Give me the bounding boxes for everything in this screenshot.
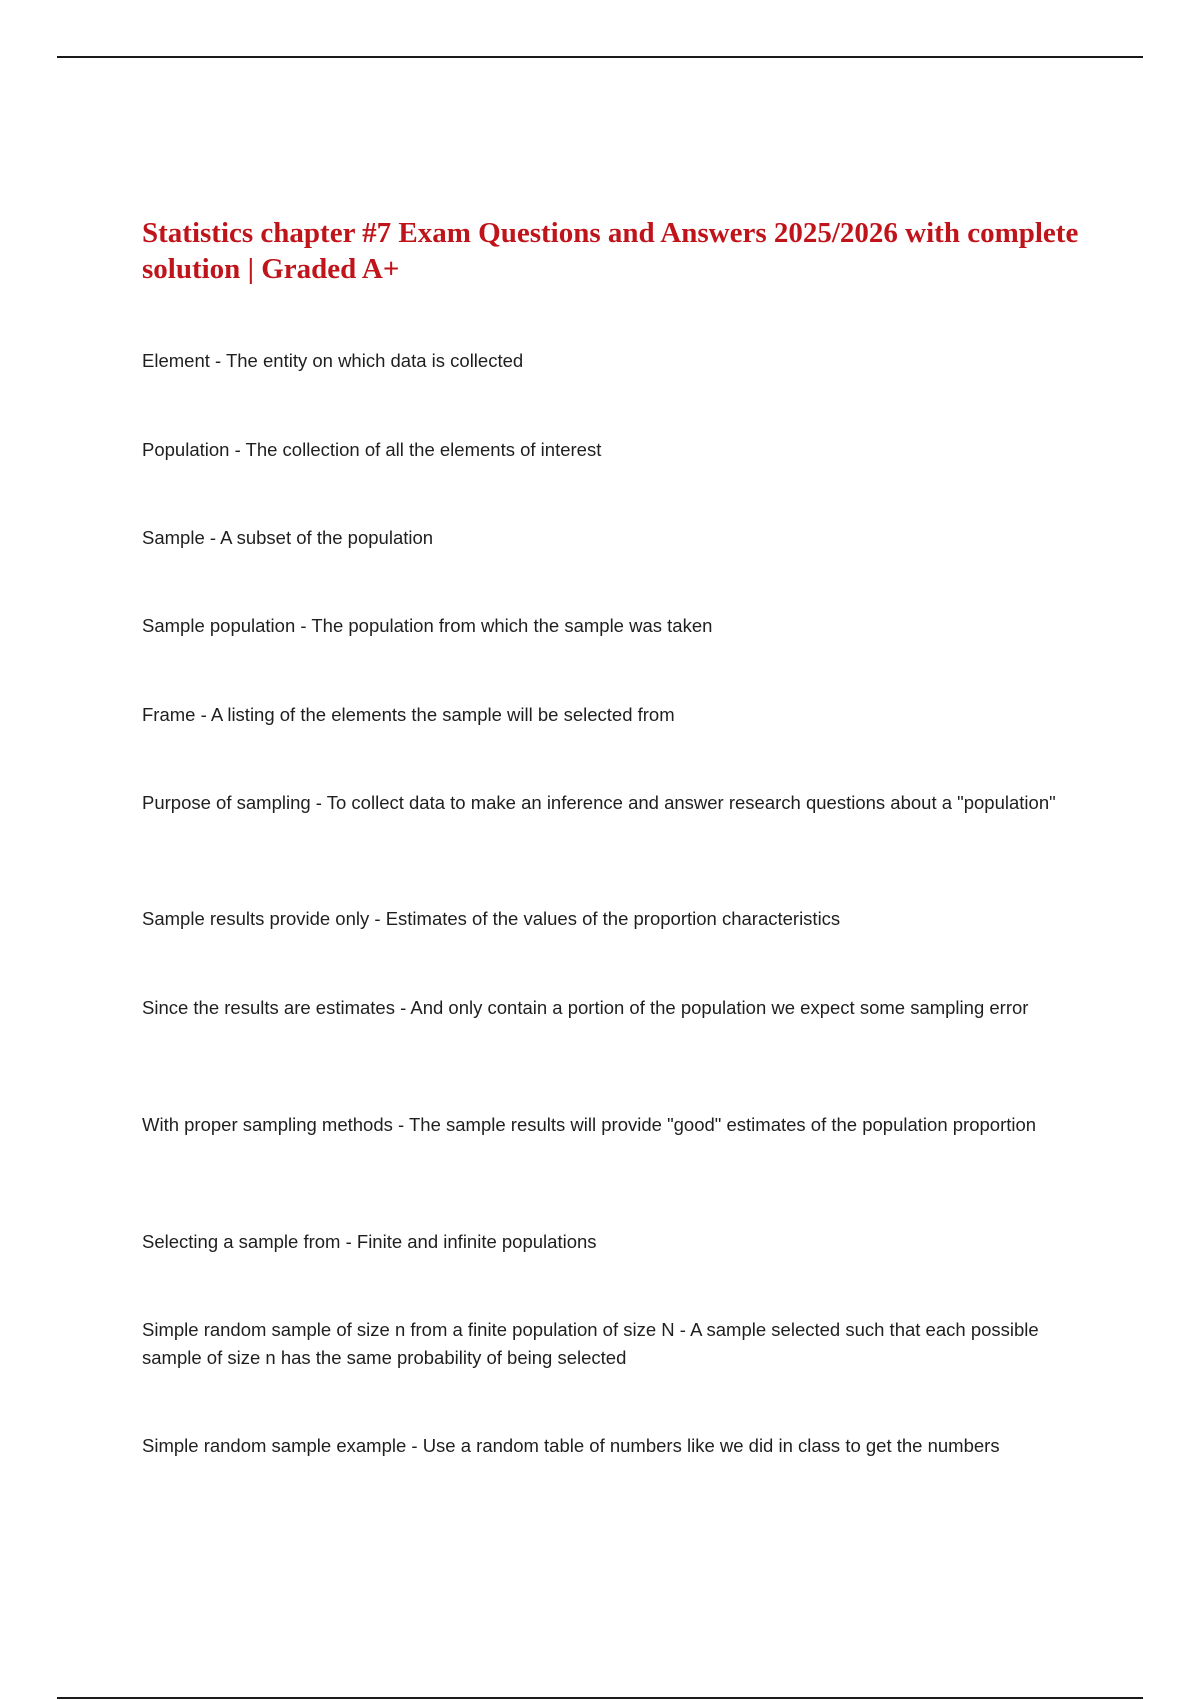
definition-selecting-sample: Selecting a sample from - Finite and infinite populations (142, 1231, 597, 1252)
definition-purpose-of-sampling: Purpose of sampling - To collect data to make an inference and answer research questions about a "population" (142, 792, 1056, 813)
definition-sample: Sample - A subset of the population (142, 527, 434, 548)
definition-population: Population - The collection of all the elements of interest (142, 439, 602, 460)
definition-srs-example: Simple random sample example - Use a random table of numbers like we did in class to get the numbers (142, 1435, 1000, 1456)
definition-estimates: Since the results are estimates - And only contain a portion of the population we expect some sampling error (142, 997, 1029, 1018)
definition-sample-population: Sample population - The population from which the sample was taken (142, 615, 713, 636)
definition-frame: Frame - A listing of the elements the sample will be selected from (142, 704, 675, 725)
top-divider (57, 56, 1143, 58)
definition-proper-sampling: With proper sampling methods - The sample results will provide "good" estimates of the population proportion (142, 1114, 1037, 1135)
definition-simple-random-sample: Simple random sample of size n from a finite population of size N - A sample selected such that each possible sample of size n has the same probability of being selected (142, 1319, 1039, 1368)
definition-sample-results: Sample results provide only - Estimates of the values of the proportion characteristics (142, 908, 841, 929)
bottom-divider (57, 1697, 1143, 1699)
document-title: Statistics chapter #7 Exam Questions and Answers 2025/2026 with complete solution | Graded A+ (142, 217, 1079, 285)
definition-element: Element - The entity on which data is collected (142, 350, 524, 371)
